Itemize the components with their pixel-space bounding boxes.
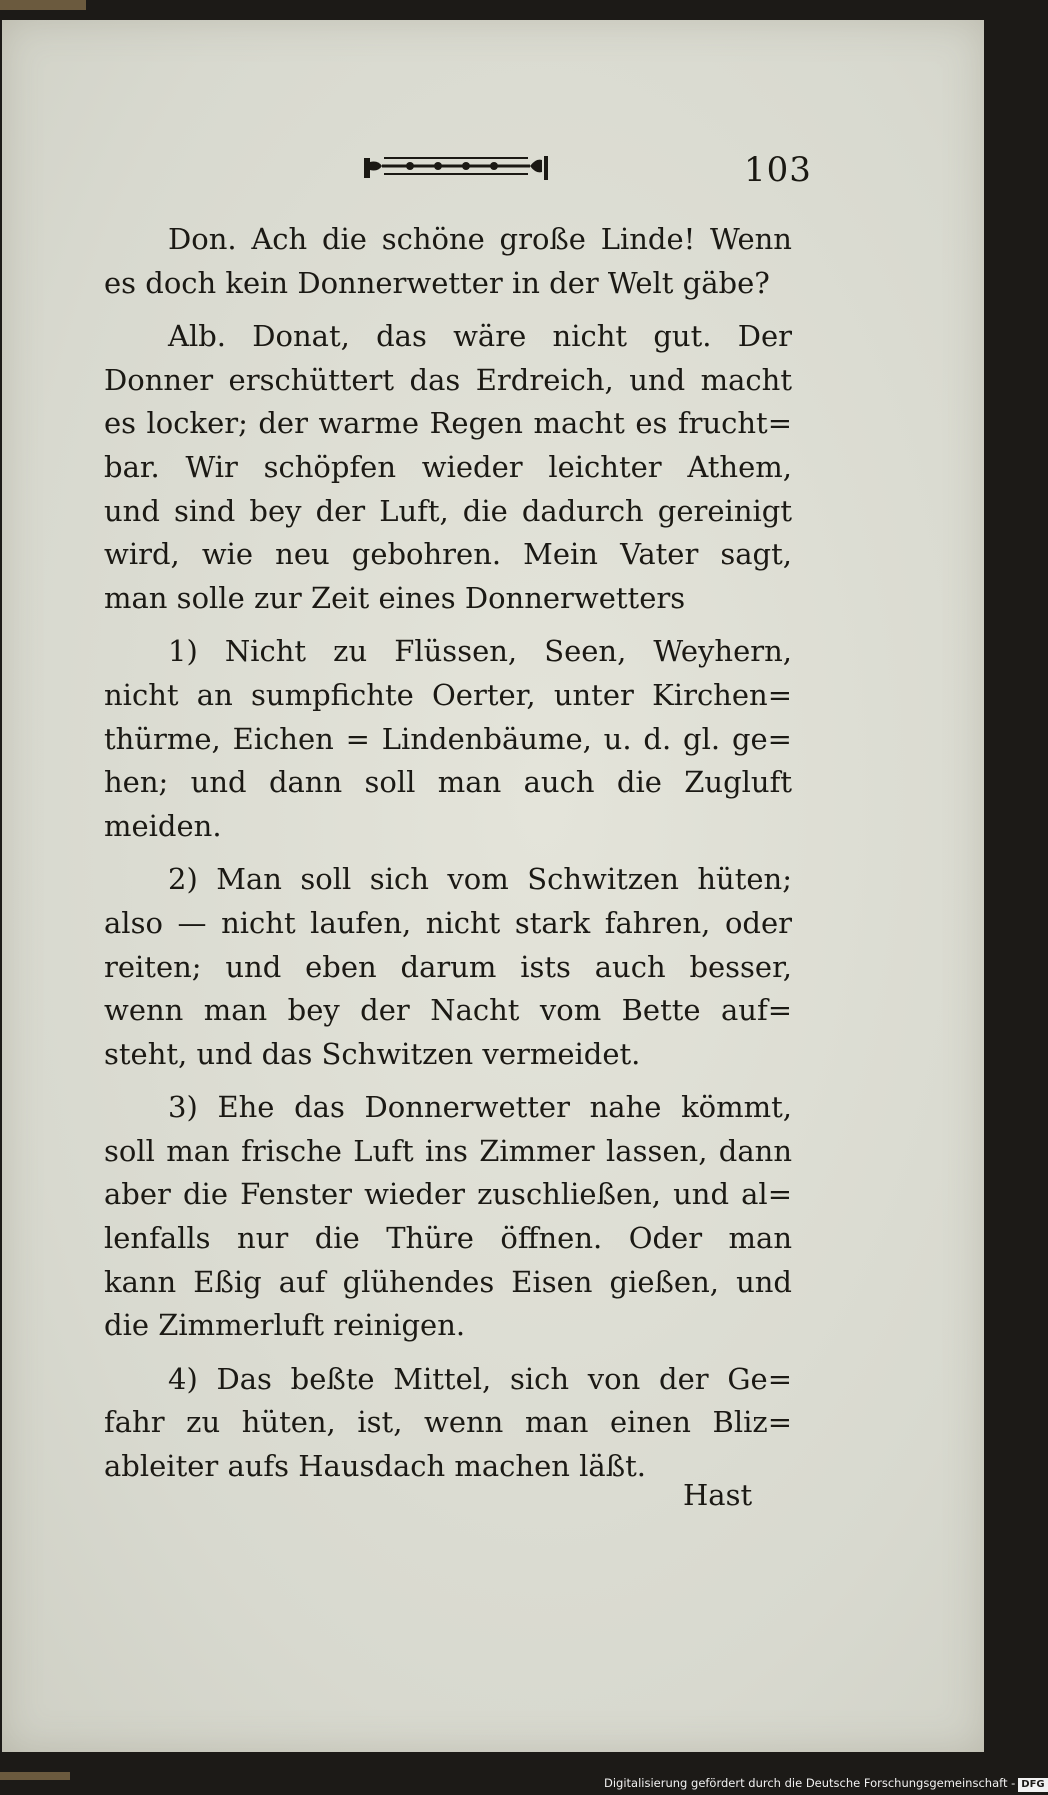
text-line: man solle zur Zeit eines Donnerwetters [104, 580, 686, 615]
printers-ornament-icon [360, 150, 552, 186]
text-line: meiden. [104, 808, 222, 843]
text-line: es doch kein Donnerwetter in der Welt gäbe? [104, 265, 770, 300]
text-line: soll man frische Luft ins Zimmer lassen, dann [104, 1133, 792, 1168]
text-line: lenfalls nur die Thüre öffnen. Oder man [104, 1221, 792, 1256]
paragraph-4 [104, 858, 792, 1076]
text-line: 3) Ehe das Donnerwetter nahe kömmt, [168, 1090, 792, 1125]
text-line: es locker; der warme Regen macht es frucht= [104, 406, 792, 441]
dfg-logo: DFG [1018, 1778, 1047, 1792]
text-line: hen; und dann soll man auch die Zugluft [104, 765, 792, 800]
text-line: 1) Nicht zu Flüssen, Seen, Weyhern, [168, 634, 792, 669]
text-line: wird, wie neu gebohren. Mein Vater sagt, [104, 537, 792, 572]
text-line: thürme, Eichen = Lindenbäume, u. d. gl. ge= [104, 721, 792, 756]
page-number: 103 [744, 150, 812, 190]
text-line: bar. Wir schöpfen wieder leichter Athem, [104, 449, 792, 484]
body-text [104, 218, 792, 1489]
text-line: fahr zu hüten, ist, wenn man einen Bliz= [104, 1405, 792, 1440]
text-line: Don. Ach die schöne große Linde! Wenn [168, 222, 792, 256]
text-line: Alb. Donat, das wäre nicht gut. Der [168, 319, 792, 354]
text-line: ableiter aufs Hausdach machen läßt. [104, 1449, 646, 1484]
text-line: die Zimmerluft reinigen. [104, 1308, 466, 1343]
text-line: steht, und das Schwitzen vermeidet. [104, 1036, 641, 1071]
text-line: wenn man bey der Nacht vom Bette auf= [104, 993, 792, 1028]
digitization-credit [604, 1776, 1048, 1794]
text-line: und sind bey der Luft, die dadurch gereinigt [104, 493, 792, 528]
text-line: Donner erschüttert das Erdreich, und macht [104, 362, 792, 397]
book-edge-top [0, 0, 86, 10]
text-line: aber die Fenster wieder zuschließen, und al= [104, 1177, 792, 1212]
paragraph-3 [104, 630, 792, 848]
text-line: reiten; und eben darum ists auch besser, [104, 949, 792, 984]
text-line: nicht an sumpfichte Oerter, unter Kirchen= [104, 677, 792, 712]
catchword: Hast [683, 1478, 753, 1512]
credit-text: Digitalisierung gefördert durch die Deutsche Forschungsgemeinschaft - [604, 1776, 1016, 1790]
paragraph-2 [104, 315, 792, 620]
paragraph-1 [104, 218, 792, 305]
book-edge-bottom [0, 1772, 70, 1780]
text-line: 4) Das beßte Mittel, sich von der Ge= [168, 1361, 792, 1396]
paragraph-5 [104, 1086, 792, 1348]
text-line: kann Eßig auf glühendes Eisen gießen, und [104, 1264, 792, 1299]
text-line: 2) Man soll sich vom Schwitzen hüten; [168, 862, 792, 897]
text-line: also — nicht laufen, nicht stark fahren, oder [104, 905, 792, 940]
paragraph-6 [104, 1358, 792, 1489]
